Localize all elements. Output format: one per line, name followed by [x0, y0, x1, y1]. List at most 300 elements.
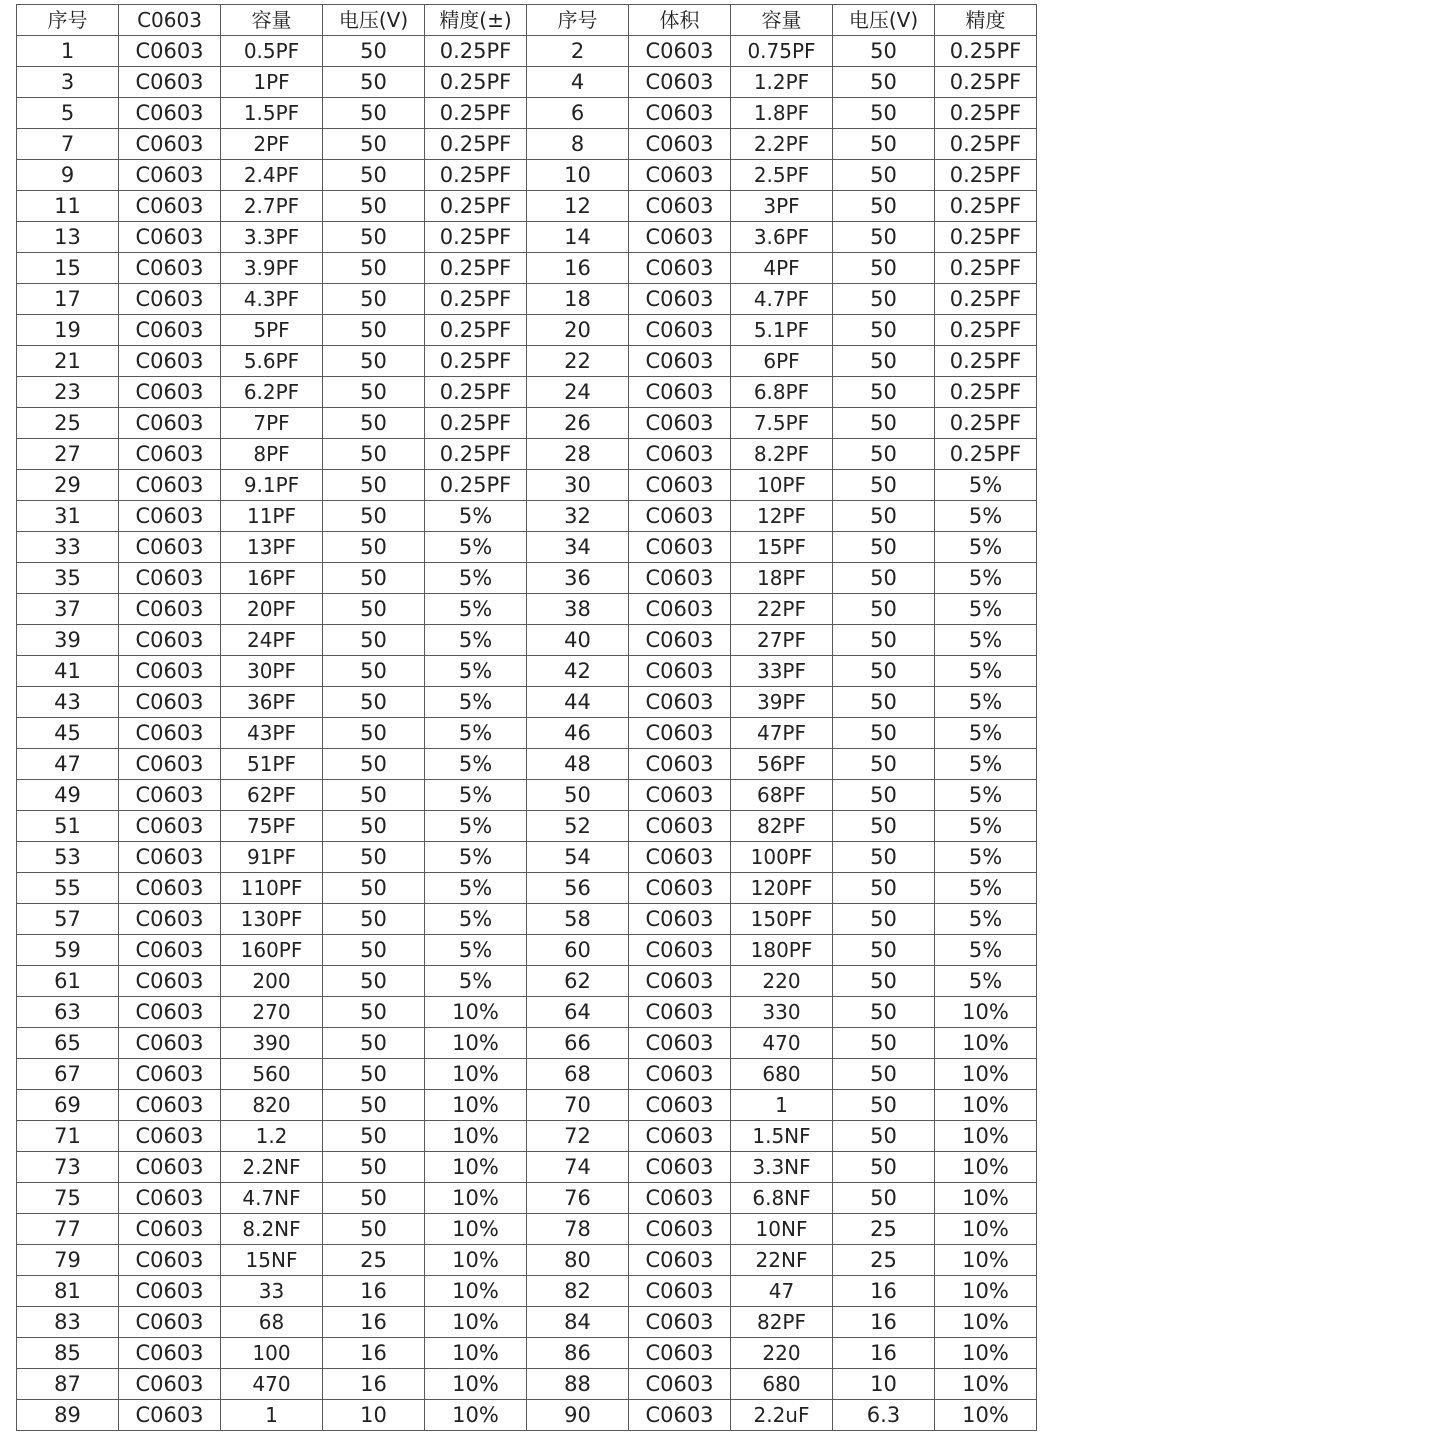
table-cell: C0603 [119, 1183, 221, 1214]
table-cell: 50 [833, 501, 935, 532]
table-row [17, 315, 1037, 346]
table-cell: 8.2NF [221, 1214, 323, 1245]
header-cell: 电压(V) [833, 5, 935, 36]
table-cell: 7.5PF [731, 408, 833, 439]
table-cell: 0.25PF [425, 36, 527, 67]
table-cell: 0.25PF [935, 377, 1037, 408]
table-cell: C0603 [629, 67, 731, 98]
header-cell: 精度 [935, 5, 1037, 36]
table-row [17, 1152, 1037, 1183]
table-row [17, 904, 1037, 935]
table-cell: 5% [425, 532, 527, 563]
table-cell: C0603 [629, 222, 731, 253]
table-cell: 10% [935, 1369, 1037, 1400]
table-cell: 0.25PF [935, 346, 1037, 377]
table-cell: 8PF [221, 439, 323, 470]
table-cell: 87 [17, 1369, 119, 1400]
table-row [17, 439, 1037, 470]
table-cell: 1PF [221, 67, 323, 98]
table-cell: 1.5PF [221, 98, 323, 129]
table-row [17, 997, 1037, 1028]
table-cell: 45 [17, 718, 119, 749]
table-cell: C0603 [119, 1338, 221, 1369]
table-cell: 33 [17, 532, 119, 563]
table-cell: 10% [425, 1245, 527, 1276]
table-cell: 33 [221, 1276, 323, 1307]
table-cell: 68 [527, 1059, 629, 1090]
table-cell: 4.7NF [221, 1183, 323, 1214]
table-row [17, 191, 1037, 222]
table-cell: 50 [323, 718, 425, 749]
table-cell: 220 [731, 966, 833, 997]
table-cell: 4.7PF [731, 284, 833, 315]
table-cell: 20 [527, 315, 629, 346]
table-cell: 43 [17, 687, 119, 718]
table-cell: 2.2uF [731, 1400, 833, 1431]
table-cell: 55 [17, 873, 119, 904]
table-cell: 53 [17, 842, 119, 873]
table-cell: 820 [221, 1090, 323, 1121]
table-cell: 28 [527, 439, 629, 470]
table-cell: 5% [935, 811, 1037, 842]
table-cell: 62 [527, 966, 629, 997]
table-cell: 150PF [731, 904, 833, 935]
table-cell: C0603 [119, 346, 221, 377]
table-cell: 83 [17, 1307, 119, 1338]
table-cell: 10% [935, 1338, 1037, 1369]
table-cell: 1 [17, 36, 119, 67]
table-cell: C0603 [119, 1245, 221, 1276]
table-cell: 50 [323, 253, 425, 284]
table-cell: 50 [833, 1152, 935, 1183]
table-cell: 50 [833, 966, 935, 997]
table-cell: C0603 [119, 501, 221, 532]
table-cell: C0603 [629, 1307, 731, 1338]
table-cell: 50 [833, 532, 935, 563]
table-cell: 50 [833, 129, 935, 160]
table-cell: 50 [833, 904, 935, 935]
table-cell: 81 [17, 1276, 119, 1307]
table-cell: 10% [425, 1276, 527, 1307]
table-row [17, 687, 1037, 718]
table-cell: C0603 [629, 377, 731, 408]
table-cell: 43PF [221, 718, 323, 749]
table-cell: 46 [527, 718, 629, 749]
table-cell: 100 [221, 1338, 323, 1369]
table-cell: 10% [425, 1121, 527, 1152]
table-cell: 110PF [221, 873, 323, 904]
table-cell: 5% [425, 563, 527, 594]
table-cell: 5% [425, 842, 527, 873]
table-cell: C0603 [119, 377, 221, 408]
table-cell: 4PF [731, 253, 833, 284]
table-cell: C0603 [629, 1276, 731, 1307]
table-cell: C0603 [119, 873, 221, 904]
table-cell: 5.6PF [221, 346, 323, 377]
table-cell: 10% [935, 997, 1037, 1028]
table-row [17, 470, 1037, 501]
table-cell: 50 [833, 1183, 935, 1214]
table-cell: 58 [527, 904, 629, 935]
table-cell: 75PF [221, 811, 323, 842]
table-cell: 0.25PF [935, 129, 1037, 160]
table-cell: 88 [527, 1369, 629, 1400]
table-cell: 50 [323, 315, 425, 346]
table-cell: 3.3PF [221, 222, 323, 253]
table-cell: 5% [935, 501, 1037, 532]
table-cell: 50 [323, 1214, 425, 1245]
table-cell: C0603 [119, 1276, 221, 1307]
table-cell: 2.2PF [731, 129, 833, 160]
table-cell: 5% [425, 966, 527, 997]
table-cell: C0603 [629, 656, 731, 687]
table-cell: 16PF [221, 563, 323, 594]
table-cell: 50 [833, 191, 935, 222]
table-cell: 0.25PF [425, 67, 527, 98]
table-cell: 50 [833, 470, 935, 501]
table-cell: 50 [833, 1028, 935, 1059]
table-cell: 5% [935, 873, 1037, 904]
table-cell: 0.25PF [425, 191, 527, 222]
table-cell: 5% [935, 532, 1037, 563]
table-cell: 0.25PF [935, 439, 1037, 470]
table-cell: 330 [731, 997, 833, 1028]
table-cell: C0603 [629, 1152, 731, 1183]
table-cell: 10% [935, 1121, 1037, 1152]
table-row [17, 98, 1037, 129]
table-cell: 44 [527, 687, 629, 718]
table-cell: 0.25PF [935, 284, 1037, 315]
table-cell: 49 [17, 780, 119, 811]
table-cell: 100PF [731, 842, 833, 873]
table-row [17, 749, 1037, 780]
table-cell: 50 [323, 98, 425, 129]
table-cell: 680 [731, 1059, 833, 1090]
table-cell: 50 [833, 1059, 935, 1090]
table-cell: C0603 [629, 687, 731, 718]
table-cell: C0603 [629, 1400, 731, 1431]
table-cell: 75 [17, 1183, 119, 1214]
table-cell: 90 [527, 1400, 629, 1431]
table-cell: C0603 [629, 873, 731, 904]
table-cell: 3 [17, 67, 119, 98]
table-cell: 2PF [221, 129, 323, 160]
table-cell: 50 [833, 749, 935, 780]
table-cell: C0603 [629, 346, 731, 377]
table-cell: 10% [425, 1183, 527, 1214]
table-cell: 15 [17, 253, 119, 284]
table-cell: 6.8PF [731, 377, 833, 408]
table-cell: 50 [833, 284, 935, 315]
table-cell: 5% [425, 625, 527, 656]
table-cell: 32 [527, 501, 629, 532]
table-cell: 470 [731, 1028, 833, 1059]
table-cell: 680 [731, 1369, 833, 1400]
table-cell: 5% [425, 904, 527, 935]
table-cell: 50 [833, 315, 935, 346]
table-cell: 79 [17, 1245, 119, 1276]
table-cell: 10 [323, 1400, 425, 1431]
table-cell: 50 [323, 1183, 425, 1214]
table-cell: 10% [935, 1183, 1037, 1214]
table-cell: 56PF [731, 749, 833, 780]
table-cell: 5% [935, 594, 1037, 625]
table-cell: 12PF [731, 501, 833, 532]
table-cell: 68 [221, 1307, 323, 1338]
table-cell: 67 [17, 1059, 119, 1090]
header-cell: 体积 [629, 5, 731, 36]
table-cell: C0603 [119, 1369, 221, 1400]
table-cell: 10% [935, 1028, 1037, 1059]
table-cell: 10 [833, 1369, 935, 1400]
table-cell: 82PF [731, 1307, 833, 1338]
table-cell: 6.3 [833, 1400, 935, 1431]
table-cell: 27PF [731, 625, 833, 656]
table-cell: 16 [833, 1307, 935, 1338]
table-cell: 10% [935, 1400, 1037, 1431]
table-cell: 5% [425, 811, 527, 842]
table-cell: C0603 [629, 470, 731, 501]
table-cell: 38 [527, 594, 629, 625]
table-cell: 60 [527, 935, 629, 966]
table-row [17, 1028, 1037, 1059]
table-cell: 50 [323, 656, 425, 687]
table-cell: 31 [17, 501, 119, 532]
table-cell: 6PF [731, 346, 833, 377]
table-cell: 5% [935, 687, 1037, 718]
table-cell: 10% [935, 1214, 1037, 1245]
table-cell: 63 [17, 997, 119, 1028]
table-cell: 56 [527, 873, 629, 904]
table-cell: 77 [17, 1214, 119, 1245]
table-cell: 1.2 [221, 1121, 323, 1152]
table-cell: 42 [527, 656, 629, 687]
table-cell: C0603 [119, 1059, 221, 1090]
table-cell: 10% [425, 1059, 527, 1090]
table-cell: 5% [935, 780, 1037, 811]
table-cell: C0603 [119, 935, 221, 966]
table-cell: C0603 [629, 1338, 731, 1369]
table-cell: C0603 [629, 36, 731, 67]
table-cell: 50 [323, 1090, 425, 1121]
table-cell: 4.3PF [221, 284, 323, 315]
table-row [17, 1400, 1037, 1431]
table-cell: 50 [323, 811, 425, 842]
table-cell: C0603 [119, 780, 221, 811]
table-cell: 50 [833, 36, 935, 67]
table-cell: 50 [323, 625, 425, 656]
table-cell: 50 [323, 563, 425, 594]
table-cell: 0.25PF [935, 222, 1037, 253]
table-cell: 1.5NF [731, 1121, 833, 1152]
header-cell: 序号 [17, 5, 119, 36]
table-cell: C0603 [629, 1183, 731, 1214]
table-cell: 12 [527, 191, 629, 222]
table-cell: C0603 [629, 749, 731, 780]
table-cell: C0603 [119, 98, 221, 129]
table-cell: 78 [527, 1214, 629, 1245]
table-cell: 66 [527, 1028, 629, 1059]
table-cell: C0603 [629, 1059, 731, 1090]
table-cell: C0603 [119, 718, 221, 749]
table-cell: 270 [221, 997, 323, 1028]
table-cell: 2.2NF [221, 1152, 323, 1183]
table-row [17, 532, 1037, 563]
table-cell: 50 [323, 284, 425, 315]
table-cell: 51PF [221, 749, 323, 780]
table-cell: C0603 [629, 842, 731, 873]
table-cell: 2.4PF [221, 160, 323, 191]
table-cell: 25 [17, 408, 119, 439]
table-cell: C0603 [629, 1369, 731, 1400]
table-cell: 16 [323, 1369, 425, 1400]
table-cell: 5% [935, 904, 1037, 935]
header-cell: 精度(±) [425, 5, 527, 36]
table-cell: 80 [527, 1245, 629, 1276]
table-row [17, 594, 1037, 625]
table-cell: 0.25PF [935, 408, 1037, 439]
table-cell: 37 [17, 594, 119, 625]
table-cell: 64 [527, 997, 629, 1028]
table-row [17, 563, 1037, 594]
table-cell: 10% [935, 1307, 1037, 1338]
table-cell: 50 [323, 439, 425, 470]
table-cell: 50 [833, 687, 935, 718]
table-cell: C0603 [629, 811, 731, 842]
table-cell: 10% [935, 1245, 1037, 1276]
table-cell: C0603 [119, 439, 221, 470]
table-cell: 0.25PF [425, 315, 527, 346]
table-cell: 20PF [221, 594, 323, 625]
table-cell: 50 [323, 532, 425, 563]
table-cell: 50 [833, 718, 935, 749]
table-cell: 4 [527, 67, 629, 98]
table-cell: 200 [221, 966, 323, 997]
table-cell: 26 [527, 408, 629, 439]
table-cell: 1 [731, 1090, 833, 1121]
table-cell: 0.25PF [935, 160, 1037, 191]
table-cell: 5% [425, 780, 527, 811]
table-cell: 5% [935, 563, 1037, 594]
table-cell: 9 [17, 160, 119, 191]
table-cell: C0603 [629, 284, 731, 315]
table-body [17, 5, 1037, 1431]
table-row [17, 656, 1037, 687]
table-cell: 2.7PF [221, 191, 323, 222]
table-cell: 5 [17, 98, 119, 129]
table-cell: 50 [323, 377, 425, 408]
table-cell: 50 [323, 1028, 425, 1059]
table-cell: C0603 [119, 749, 221, 780]
table-cell: 50 [833, 997, 935, 1028]
table-row [17, 1059, 1037, 1090]
table-cell: 19 [17, 315, 119, 346]
table-cell: 50 [833, 377, 935, 408]
table-cell: C0603 [119, 1400, 221, 1431]
table-cell: 160PF [221, 935, 323, 966]
header-cell: 容量 [731, 5, 833, 36]
table-cell: 470 [221, 1369, 323, 1400]
table-cell: C0603 [629, 408, 731, 439]
table-cell: 50 [323, 501, 425, 532]
table-cell: 5% [425, 935, 527, 966]
header-cell: 容量 [221, 5, 323, 36]
table-row [17, 160, 1037, 191]
table-cell: 10% [425, 1090, 527, 1121]
header-cell: C0603 [119, 5, 221, 36]
table-cell: 52 [527, 811, 629, 842]
table-cell: 47 [17, 749, 119, 780]
table-cell: 30PF [221, 656, 323, 687]
table-cell: 61 [17, 966, 119, 997]
table-cell: 1.8PF [731, 98, 833, 129]
table-cell: C0603 [629, 253, 731, 284]
table-row [17, 346, 1037, 377]
table-row [17, 408, 1037, 439]
table-cell: 25 [323, 1245, 425, 1276]
table-cell: 50 [323, 408, 425, 439]
table-cell: 50 [323, 470, 425, 501]
table-row [17, 1307, 1037, 1338]
table-cell: C0603 [119, 904, 221, 935]
table-cell: C0603 [119, 625, 221, 656]
table-cell: C0603 [629, 98, 731, 129]
table-cell: C0603 [629, 904, 731, 935]
table-cell: 3.9PF [221, 253, 323, 284]
table-cell: C0603 [629, 439, 731, 470]
table-row [17, 1369, 1037, 1400]
table-cell: 15PF [731, 532, 833, 563]
table-cell: 50 [323, 594, 425, 625]
table-cell: 18 [527, 284, 629, 315]
table-row [17, 222, 1037, 253]
table-cell: 22 [527, 346, 629, 377]
table-cell: 2 [527, 36, 629, 67]
table-cell: 2.5PF [731, 160, 833, 191]
table-row [17, 67, 1037, 98]
table-cell: 24 [527, 377, 629, 408]
table-cell: 7 [17, 129, 119, 160]
table-cell: 50 [323, 346, 425, 377]
table-cell: 50 [833, 656, 935, 687]
table-cell: 220 [731, 1338, 833, 1369]
table-cell: C0603 [629, 1245, 731, 1276]
table-cell: C0603 [119, 315, 221, 346]
table-cell: 13 [17, 222, 119, 253]
table-cell: C0603 [119, 408, 221, 439]
table-cell: 0.25PF [425, 160, 527, 191]
table-cell: 50 [323, 222, 425, 253]
table-cell: C0603 [629, 997, 731, 1028]
table-cell: 27 [17, 439, 119, 470]
table-cell: 10% [425, 1400, 527, 1431]
table-cell: 3.3NF [731, 1152, 833, 1183]
table-cell: 10% [425, 1152, 527, 1183]
table-cell: 50 [833, 160, 935, 191]
table-cell: C0603 [119, 1152, 221, 1183]
table-cell: 50 [833, 1090, 935, 1121]
table-cell: 35 [17, 563, 119, 594]
table-cell: 50 [833, 408, 935, 439]
table-cell: 0.25PF [425, 222, 527, 253]
table-cell: 39 [17, 625, 119, 656]
table-cell: 1 [221, 1400, 323, 1431]
table-cell: C0603 [119, 687, 221, 718]
table-row [17, 1338, 1037, 1369]
table-cell: 1.2PF [731, 67, 833, 98]
table-cell: 50 [833, 563, 935, 594]
table-cell: 11 [17, 191, 119, 222]
